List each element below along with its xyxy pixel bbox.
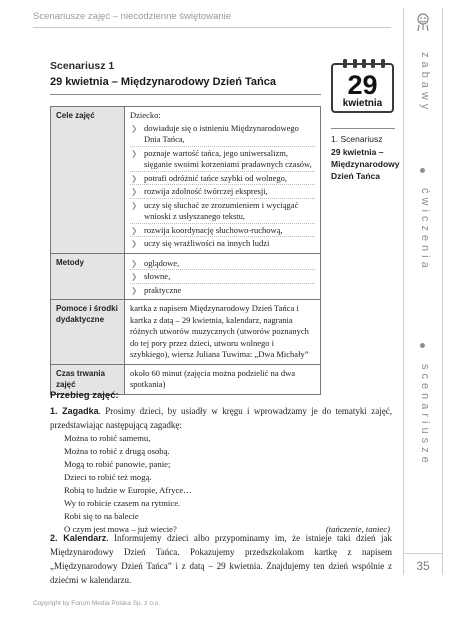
list-item: ❯ rozwija zdolność twórczej ekspresji, [130,184,315,198]
poem-line: Mogą to robić panowie, panie; [64,459,171,469]
step1-lead: 1. Zagadka [50,406,99,416]
duration-text: około 60 minut (zajęcia można podzielić na dwa spotkania) [125,364,321,394]
page-number-box [403,553,443,577]
title-rule [50,94,321,95]
aids-label: Pomoce i środki dydaktyczne [51,300,125,365]
aside-number: 1. Scenariusz [331,134,383,144]
calendar-day: 29 [347,70,378,100]
table-row [51,253,321,300]
header-divider [33,27,391,28]
step2-paragraph [50,531,392,587]
poem-line: Wy to robicie czasem na rytmice. [64,498,181,508]
aside-title: 29 kwietnia – Międzynarodowy Dzień Tańca [331,147,400,181]
step1-text: . Prosimy dzieci, by usiadły w kręgu i wprowadzamy je do tematyki zajęć, przedstawiając następującą zagadkę: [50,406,392,430]
list-item: ❯ słowne, [130,269,315,283]
list-item: ❯ oglądowe, [130,257,315,270]
side-label-cwiczenia: ćwiczenia [419,188,431,272]
table-row [51,300,321,365]
step2-text: . Informujemy dzieci albo przypominamy im, że istnieje taki dzień jak Międzynarodowy Dzień Tańca. Pokazujemy przedszkolakom kartkę z napisem „Międzynarodowy Dzień Tańca” i z datą – 29 kwietnia. Znajdujemy ten dzień wspólnie z dziećmi w kalendarzu. [50,533,393,585]
scenario-title: 29 kwietnia – Międzynarodowy Dzień Tańca [50,76,276,88]
side-label-zabawy: zabawy [419,52,431,114]
list-item: ❯ praktyczne [130,283,315,297]
goals-label: Cele zajęć [51,107,125,254]
list-item: ❯ uczy się wrażliwości na innych ludzi [130,236,315,250]
list-item: ❯ poznaje wartość tańca, jego uniwersalizm, sięganie swoimi korzeniami pradawnych czasów, [130,146,315,171]
table-row [51,107,321,254]
poem-line: Można to robić samemu, [64,433,151,443]
step2-lead: 2. Kalendarz [50,533,107,543]
aside-box [331,128,400,181]
aside-rule [331,128,395,129]
goals-list [130,122,315,250]
methods-list [130,257,315,297]
duration-label: Czas trwania zajęć [51,364,125,394]
list-item: ❯ potrafi odróżnić tańce szybki od wolnego, [130,171,315,185]
goals-cell [125,107,321,254]
poem-line: Dzieci to robić też mogą. [64,472,152,482]
copyright-footer: Copyright by Forum Media Polska Sp. z o.o. [33,600,161,607]
side-dot [420,168,425,173]
poem-answer: (tańczenie, taniec) [325,524,390,534]
calendar-rings-icon [333,59,396,69]
aids-text: kartka z napisem Międzynarodowy Dzień Tańca i kartka z datą – 29 kwietnia, kalendarz, nagrania różnych utworów muzycznych (utworów poznanych do tej pory przez dzieci, utworu wolnego i szybkiego), wiersz Juliana Tuwima: „Dwa Michały” [125,300,321,365]
goals-intro: Dziecko: [130,110,161,120]
page-number: 35 [416,559,430,573]
step1-paragraph [50,404,392,432]
poem-line: Robi się to na balecie [64,511,139,521]
list-item: ❯ uczy się słuchać ze zrozumieniem i wyciągać wnioski z usłyszanego tekstu, [130,198,315,223]
list-item: ❯ rozwija koordynację słuchowo-ruchową, [130,223,315,237]
methods-label: Metody [51,253,125,300]
mascot-icon [414,12,432,32]
poem-line: Robią to ludzie w Europie, Afryce… [64,485,192,495]
course-title: Przebieg zajęć: [50,390,119,401]
calendar-icon [331,63,394,113]
lesson-plan-table [50,106,321,395]
scenario-label: Scenariusz 1 [50,60,115,72]
side-dot [420,343,425,348]
side-label-scenariusze: scenariusze [419,364,431,467]
running-header: Scenariusze zajęć – niecodzienne świętowanie [33,11,232,22]
list-item: ❯ dowiaduje się o istnieniu Międzynarodowego Dnia Tańca, [130,122,315,146]
poem-line: Można to robić z drugą osobą. [64,446,170,456]
calendar-month: kwietnia [342,98,383,109]
poem-line: O czym jest mowa – już wiecie? [64,524,177,534]
methods-cell [125,253,321,300]
riddle-poem [64,432,394,536]
